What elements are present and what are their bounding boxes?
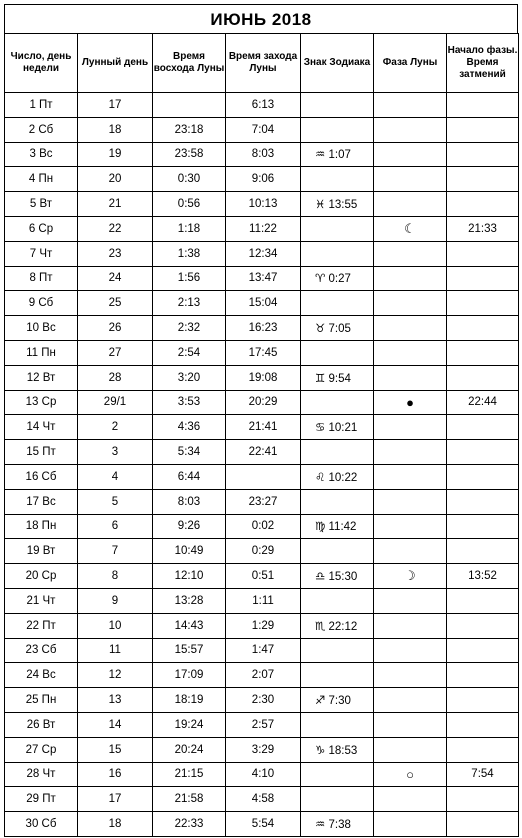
lunar-day-cell: 27 xyxy=(78,340,153,365)
moonrise-cell: 20:24 xyxy=(153,737,226,762)
phase-time-cell: 21:33 xyxy=(447,216,519,241)
moon-phase-cell xyxy=(374,588,447,613)
header-moonrise: Время восхода Луны xyxy=(153,34,226,93)
moon-phase-cell xyxy=(374,291,447,316)
date-cell: 27 Ср xyxy=(5,737,78,762)
phase-time-cell xyxy=(447,613,519,638)
table-row xyxy=(5,167,519,192)
header-phase: Фаза Луны xyxy=(374,34,447,93)
table-row xyxy=(5,613,519,638)
phase-time-cell: 13:52 xyxy=(447,564,519,589)
date-cell: 16 Сб xyxy=(5,464,78,489)
date-cell: 22 Пт xyxy=(5,613,78,638)
phase-time-cell xyxy=(447,787,519,812)
table-row xyxy=(5,390,519,415)
lunar-day-cell: 7 xyxy=(78,539,153,564)
moonset-cell: 12:34 xyxy=(226,241,301,266)
moon-phase-cell: ☾ xyxy=(374,216,447,241)
moonset-cell: 0:51 xyxy=(226,564,301,589)
phase-time-cell xyxy=(447,291,519,316)
phase-time-cell xyxy=(447,638,519,663)
moonset-cell: 23:27 xyxy=(226,489,301,514)
lunar-day-cell: 20 xyxy=(78,167,153,192)
lunar-day-cell: 18 xyxy=(78,812,153,837)
moonset-cell: 20:29 xyxy=(226,390,301,415)
zodiac-sign-cell: ♏ 22:12 xyxy=(301,613,374,638)
moon-phase-cell xyxy=(374,167,447,192)
table-row xyxy=(5,588,519,613)
moon-phase-cell xyxy=(374,464,447,489)
moonset-cell: 1:47 xyxy=(226,638,301,663)
zodiac-sign-cell: ♉ 7:05 xyxy=(301,316,374,341)
phase-time-cell xyxy=(447,117,519,142)
table-row xyxy=(5,489,519,514)
moon-phase-cell xyxy=(374,415,447,440)
moon-phase-cell xyxy=(374,93,447,118)
phase-time-cell xyxy=(447,514,519,539)
zodiac-sign-cell: ♈ 0:27 xyxy=(301,266,374,291)
moonrise-cell: 4:36 xyxy=(153,415,226,440)
zodiac-sign-cell: ♌ 10:22 xyxy=(301,464,374,489)
lunar-day-cell: 18 xyxy=(78,117,153,142)
date-cell: 5 Вт xyxy=(5,192,78,217)
phase-time-cell: 7:54 xyxy=(447,762,519,787)
moon-phase-cell xyxy=(374,514,447,539)
table-row xyxy=(5,440,519,465)
lunar-day-cell: 9 xyxy=(78,588,153,613)
lunar-day-cell: 4 xyxy=(78,464,153,489)
header-lunar-day: Лунный день xyxy=(78,34,153,93)
moon-phase-cell xyxy=(374,613,447,638)
table-row xyxy=(5,415,519,440)
zodiac-sign-cell xyxy=(301,340,374,365)
moonrise-cell: 10:49 xyxy=(153,539,226,564)
date-cell: 20 Ср xyxy=(5,564,78,589)
lunar-day-cell: 10 xyxy=(78,613,153,638)
moonrise-cell: 2:13 xyxy=(153,291,226,316)
lunar-day-cell: 21 xyxy=(78,192,153,217)
zodiac-sign-cell xyxy=(301,489,374,514)
zodiac-sign-cell: ♓ 13:55 xyxy=(301,192,374,217)
moonrise-cell: 15:57 xyxy=(153,638,226,663)
moonrise-cell: 3:53 xyxy=(153,390,226,415)
moonrise-cell: 0:30 xyxy=(153,167,226,192)
moon-phase-cell xyxy=(374,241,447,266)
moonrise-cell: 1:38 xyxy=(153,241,226,266)
phase-time-cell xyxy=(447,340,519,365)
moonrise-cell: 6:44 xyxy=(153,464,226,489)
moonset-cell: 17:45 xyxy=(226,340,301,365)
moon-phase-cell: ○ xyxy=(374,762,447,787)
lunar-day-cell: 25 xyxy=(78,291,153,316)
table-row xyxy=(5,117,519,142)
moonrise-cell: 23:58 xyxy=(153,142,226,167)
lunar-day-cell: 24 xyxy=(78,266,153,291)
zodiac-sign-cell xyxy=(301,539,374,564)
table-row xyxy=(5,291,519,316)
moon-phase-cell xyxy=(374,340,447,365)
moon-phase-cell xyxy=(374,663,447,688)
phase-time-cell xyxy=(447,812,519,837)
table-row xyxy=(5,514,519,539)
zodiac-sign-cell: ♐ 7:30 xyxy=(301,688,374,713)
table-row xyxy=(5,688,519,713)
moonset-cell: 3:29 xyxy=(226,737,301,762)
moonrise-cell: 2:32 xyxy=(153,316,226,341)
zodiac-sign-cell xyxy=(301,241,374,266)
moon-phase-cell xyxy=(374,638,447,663)
header-moonset: Время захода Луны xyxy=(226,34,301,93)
phase-time-cell: 22:44 xyxy=(447,390,519,415)
zodiac-sign-cell xyxy=(301,712,374,737)
table-row xyxy=(5,787,519,812)
date-cell: 1 Пт xyxy=(5,93,78,118)
moon-phase-cell xyxy=(374,117,447,142)
zodiac-sign-cell xyxy=(301,638,374,663)
moonrise-cell: 9:26 xyxy=(153,514,226,539)
table-row xyxy=(5,663,519,688)
phase-time-cell xyxy=(447,192,519,217)
moonrise-cell: 17:09 xyxy=(153,663,226,688)
table-row xyxy=(5,365,519,390)
zodiac-sign-cell xyxy=(301,787,374,812)
moon-phase-cell xyxy=(374,142,447,167)
phase-time-cell xyxy=(447,464,519,489)
phase-time-cell xyxy=(447,415,519,440)
moonrise-cell: 13:28 xyxy=(153,588,226,613)
lunar-day-cell: 16 xyxy=(78,762,153,787)
lunar-day-cell: 29/1 xyxy=(78,390,153,415)
header-date: Число, день недели xyxy=(5,34,78,93)
moonset-cell: 8:03 xyxy=(226,142,301,167)
phase-time-cell xyxy=(447,588,519,613)
moonset-cell: 0:02 xyxy=(226,514,301,539)
table-row xyxy=(5,712,519,737)
moon-phase-cell xyxy=(374,316,447,341)
moonrise-cell xyxy=(153,93,226,118)
header-phase-time: Начало фазы. Время затмений xyxy=(447,34,519,93)
lunar-day-cell: 23 xyxy=(78,241,153,266)
moonrise-cell: 18:19 xyxy=(153,688,226,713)
zodiac-sign-cell xyxy=(301,440,374,465)
header-zodiac: Знак Зодиака xyxy=(301,34,374,93)
moon-phase-cell xyxy=(374,440,447,465)
table-row xyxy=(5,340,519,365)
zodiac-sign-cell: ♊ 9:54 xyxy=(301,365,374,390)
phase-time-cell xyxy=(447,440,519,465)
date-cell: 11 Пн xyxy=(5,340,78,365)
moonrise-cell: 19:24 xyxy=(153,712,226,737)
date-cell: 8 Пт xyxy=(5,266,78,291)
table-row xyxy=(5,812,519,837)
date-cell: 17 Вс xyxy=(5,489,78,514)
phase-time-cell xyxy=(447,142,519,167)
zodiac-sign-cell xyxy=(301,762,374,787)
lunar-day-cell: 26 xyxy=(78,316,153,341)
moon-phase-cell xyxy=(374,365,447,390)
phase-time-cell xyxy=(447,489,519,514)
moonset-cell: 19:08 xyxy=(226,365,301,390)
lunar-calendar-table xyxy=(4,33,519,837)
moonrise-cell: 12:10 xyxy=(153,564,226,589)
moonset-cell: 9:06 xyxy=(226,167,301,192)
table-row xyxy=(5,737,519,762)
moonrise-cell: 23:18 xyxy=(153,117,226,142)
table-row xyxy=(5,266,519,291)
zodiac-sign-cell: ♋ 10:21 xyxy=(301,415,374,440)
table-row xyxy=(5,216,519,241)
moon-phase-cell xyxy=(374,539,447,564)
phase-time-cell xyxy=(447,365,519,390)
table-row xyxy=(5,638,519,663)
moon-phase-cell xyxy=(374,812,447,837)
table-row xyxy=(5,93,519,118)
table-header-row xyxy=(5,34,519,93)
phase-time-cell xyxy=(447,93,519,118)
date-cell: 3 Вс xyxy=(5,142,78,167)
moonset-cell: 1:29 xyxy=(226,613,301,638)
moonset-cell: 16:23 xyxy=(226,316,301,341)
lunar-day-cell: 14 xyxy=(78,712,153,737)
moon-phase-cell xyxy=(374,787,447,812)
table-row xyxy=(5,241,519,266)
date-cell: 21 Чт xyxy=(5,588,78,613)
phase-time-cell xyxy=(447,663,519,688)
phase-time-cell xyxy=(447,316,519,341)
moonrise-cell: 14:43 xyxy=(153,613,226,638)
table-row xyxy=(5,539,519,564)
moon-phase-cell xyxy=(374,489,447,514)
date-cell: 15 Пт xyxy=(5,440,78,465)
moonset-cell: 7:04 xyxy=(226,117,301,142)
zodiac-sign-cell xyxy=(301,390,374,415)
date-cell: 18 Пн xyxy=(5,514,78,539)
date-cell: 19 Вт xyxy=(5,539,78,564)
moon-phase-cell xyxy=(374,688,447,713)
date-cell: 6 Ср xyxy=(5,216,78,241)
moonset-cell: 2:07 xyxy=(226,663,301,688)
zodiac-sign-cell xyxy=(301,93,374,118)
zodiac-sign-cell xyxy=(301,663,374,688)
date-cell: 10 Вс xyxy=(5,316,78,341)
table-row xyxy=(5,464,519,489)
moonset-cell xyxy=(226,464,301,489)
lunar-day-cell: 11 xyxy=(78,638,153,663)
zodiac-sign-cell: ♒ 7:38 xyxy=(301,812,374,837)
lunar-day-cell: 15 xyxy=(78,737,153,762)
date-cell: 30 Сб xyxy=(5,812,78,837)
date-cell: 14 Чт xyxy=(5,415,78,440)
moonset-cell: 10:13 xyxy=(226,192,301,217)
zodiac-sign-cell: ♒ 1:07 xyxy=(301,142,374,167)
date-cell: 4 Пн xyxy=(5,167,78,192)
phase-time-cell xyxy=(447,539,519,564)
date-cell: 7 Чт xyxy=(5,241,78,266)
moonset-cell: 5:54 xyxy=(226,812,301,837)
date-cell: 2 Сб xyxy=(5,117,78,142)
table-row xyxy=(5,564,519,589)
zodiac-sign-cell xyxy=(301,117,374,142)
moonrise-cell: 0:56 xyxy=(153,192,226,217)
moonset-cell: 22:41 xyxy=(226,440,301,465)
zodiac-sign-cell xyxy=(301,216,374,241)
moonset-cell: 1:11 xyxy=(226,588,301,613)
moonset-cell: 13:47 xyxy=(226,266,301,291)
lunar-day-cell: 13 xyxy=(78,688,153,713)
lunar-day-cell: 19 xyxy=(78,142,153,167)
moonset-cell: 4:58 xyxy=(226,787,301,812)
moon-phase-cell: ☽ xyxy=(374,564,447,589)
page-title: ИЮНЬ 2018 xyxy=(4,4,518,33)
phase-time-cell xyxy=(447,266,519,291)
moonset-cell: 2:57 xyxy=(226,712,301,737)
lunar-calendar-page xyxy=(4,4,518,837)
lunar-day-cell: 6 xyxy=(78,514,153,539)
moonrise-cell: 21:15 xyxy=(153,762,226,787)
zodiac-sign-cell xyxy=(301,588,374,613)
lunar-day-cell: 17 xyxy=(78,787,153,812)
date-cell: 23 Сб xyxy=(5,638,78,663)
lunar-day-cell: 17 xyxy=(78,93,153,118)
zodiac-sign-cell: ♍ 11:42 xyxy=(301,514,374,539)
moon-phase-cell xyxy=(374,266,447,291)
table-row xyxy=(5,142,519,167)
moonset-cell: 15:04 xyxy=(226,291,301,316)
phase-time-cell xyxy=(447,688,519,713)
date-cell: 29 Пт xyxy=(5,787,78,812)
moonrise-cell: 22:33 xyxy=(153,812,226,837)
moonrise-cell: 3:20 xyxy=(153,365,226,390)
date-cell: 25 Пн xyxy=(5,688,78,713)
lunar-day-cell: 2 xyxy=(78,415,153,440)
table-row xyxy=(5,762,519,787)
date-cell: 24 Вс xyxy=(5,663,78,688)
lunar-day-cell: 3 xyxy=(78,440,153,465)
date-cell: 13 Ср xyxy=(5,390,78,415)
moonrise-cell: 8:03 xyxy=(153,489,226,514)
phase-time-cell xyxy=(447,712,519,737)
moonset-cell: 4:10 xyxy=(226,762,301,787)
date-cell: 9 Сб xyxy=(5,291,78,316)
table-row xyxy=(5,192,519,217)
zodiac-sign-cell: ♎ 15:30 xyxy=(301,564,374,589)
moonrise-cell: 21:58 xyxy=(153,787,226,812)
lunar-day-cell: 22 xyxy=(78,216,153,241)
table-body xyxy=(5,93,519,837)
lunar-day-cell: 28 xyxy=(78,365,153,390)
moonrise-cell: 1:18 xyxy=(153,216,226,241)
phase-time-cell xyxy=(447,241,519,266)
table-row xyxy=(5,316,519,341)
moon-phase-cell: ● xyxy=(374,390,447,415)
moonset-cell: 21:41 xyxy=(226,415,301,440)
moon-phase-cell xyxy=(374,712,447,737)
moonrise-cell: 5:34 xyxy=(153,440,226,465)
zodiac-sign-cell: ♑ 18:53 xyxy=(301,737,374,762)
moonset-cell: 0:29 xyxy=(226,539,301,564)
moon-phase-cell xyxy=(374,737,447,762)
moon-phase-cell xyxy=(374,192,447,217)
phase-time-cell xyxy=(447,167,519,192)
lunar-day-cell: 8 xyxy=(78,564,153,589)
lunar-day-cell: 12 xyxy=(78,663,153,688)
zodiac-sign-cell xyxy=(301,167,374,192)
date-cell: 12 Вт xyxy=(5,365,78,390)
date-cell: 28 Чт xyxy=(5,762,78,787)
lunar-day-cell: 5 xyxy=(78,489,153,514)
date-cell: 26 Вт xyxy=(5,712,78,737)
moonrise-cell: 1:56 xyxy=(153,266,226,291)
moonset-cell: 11:22 xyxy=(226,216,301,241)
moonrise-cell: 2:54 xyxy=(153,340,226,365)
moonset-cell: 2:30 xyxy=(226,688,301,713)
moonset-cell: 6:13 xyxy=(226,93,301,118)
phase-time-cell xyxy=(447,737,519,762)
zodiac-sign-cell xyxy=(301,291,374,316)
